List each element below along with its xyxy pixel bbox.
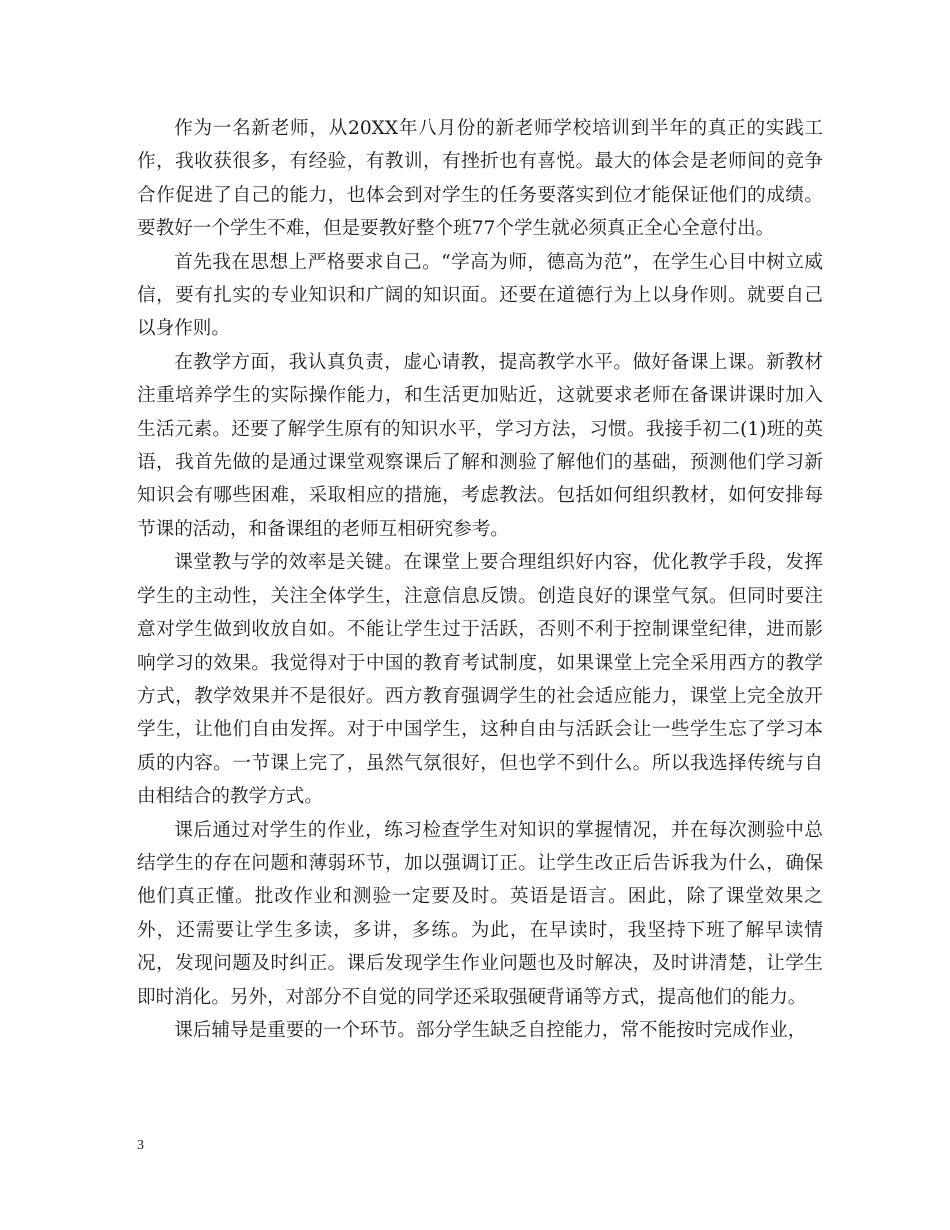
paragraph: 在教学方面，我认真负责，虚心请教，提高教学水平。做好备课上课。新教材注重培养学生的实际操作能力，和生活更加贴近，这就要求老师在备课讲课时加入生活元素。还要了解学生原有的知识水平，学习方法，习惯。我接手初二(1)班的英语，我首先做的是通过课堂观察课后了解和测验了解他们的基础，预测他们学习新知识会有哪些困难，采取相应的措施，考虑教法。包括如何组织教材，如何安排每节课的活动，和备课组的老师互相研究参考。 [137, 351, 823, 540]
document-body [137, 112, 823, 1047]
paragraph: 课后通过对学生的作业，练习检查学生对知识的掌握情况，并在每次测验中总结学生的存在问题和薄弱环节，加以强调订正。让学生改正后告诉我为什么，确保他们真正懂。批改作业和测验一定要及时。英语是语言。困此，除了课堂效果之外，还需要让学生多读，多讲，多练。为此，在早读时，我坚持下班了解早读情况，发现问题及时纠正。课后发现学生作业问题也及时解决，及时讲清楚，让学生即时消化。另外，对部分不自觉的同学还采取强硬背诵等方式，提高他们的能力。 [137, 819, 823, 1008]
page-number: 3 [137, 1138, 144, 1153]
paragraph: 课堂教与学的效率是关键。在课堂上要合理组织好内容，优化教学手段，发挥学生的主动性，关注全体学生，注意信息反馈。创造良好的课堂气氛。但同时要注意对学生做到收放自如。不能让学生过于活跃，否则不利于控制课堂纪律，进而影响学习的效果。我觉得对于中国的教育考试制度，如果课堂上完全采用西方的教学方式，教学效果并不是很好。西方教育强调学生的社会适应能力，课堂上完全放开学生，让他们自由发挥。对于中国学生，这种自由与活跃会让一些学生忘了学习本质的内容。一节课上完了，虽然气氛很好，但也学不到什么。所以我选择传统与自由相结合的教学方式。 [137, 552, 823, 808]
paragraph: 课后辅导是重要的一个环节。部分学生缺乏自控能力，常不能按时完成作业， [174, 1019, 807, 1041]
paragraph: 首先我在思想上严格要求自己。“学高为师，德高为范”，在学生心目中树立威信，要有扎实的专业知识和广阔的知识面。还要在道德行为上以身作则。就要自己以身作则。 [137, 251, 823, 340]
paragraph: 作为一名新老师，从20XX年八月份的新老师学校培训到半年的真正的实践工作，我收获很多，有经验，有教训，有挫折也有喜悦。最大的体会是老师间的竞争合作促进了自己的能力，也体会到对学生的任务要落实到位才能保证他们的成绩。要教好一个学生不难，但是要教好整个班77个学生就必须真正全心全意付出。 [137, 118, 823, 240]
